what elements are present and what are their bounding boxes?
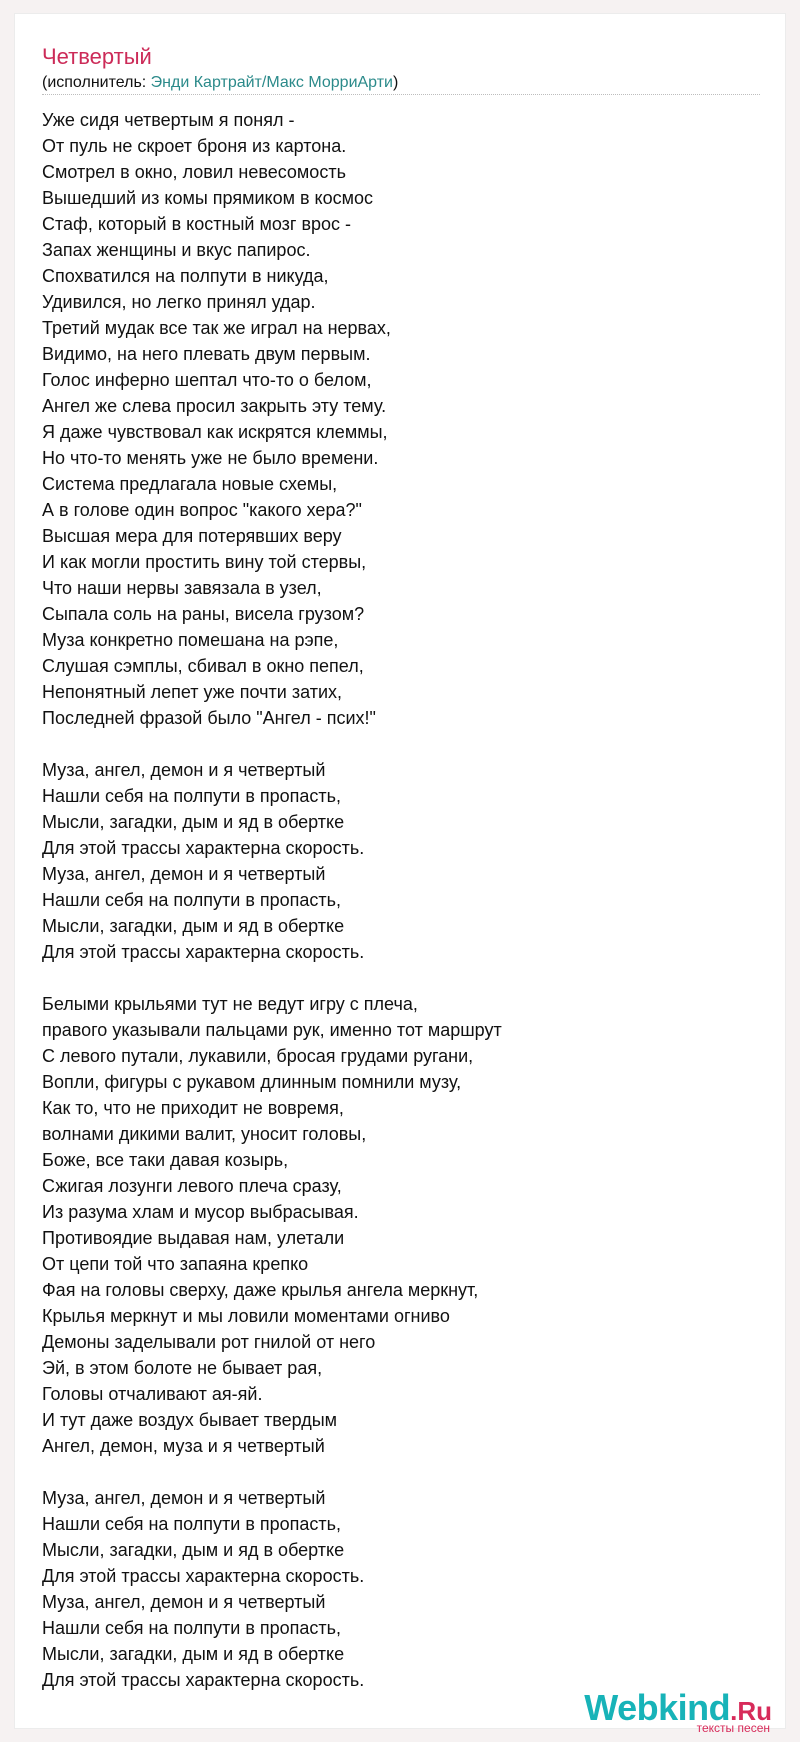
lyrics-stanza bbox=[42, 757, 762, 965]
lyric-line: Крылья меркнут и мы ловили моментами огниво bbox=[42, 1306, 450, 1326]
lyric-line: Я даже чувствовал как искрятся клеммы, bbox=[42, 422, 388, 442]
lyrics-stanza bbox=[42, 1485, 762, 1693]
lyric-line: Запах женщины и вкус папирос. bbox=[42, 240, 311, 260]
lyric-line: Муза, ангел, демон и я четвертый bbox=[42, 1592, 326, 1612]
lyric-line: Голос инферно шептал что-то о белом, bbox=[42, 370, 372, 390]
lyric-line: А в голове один вопрос "какого хера?" bbox=[42, 500, 362, 520]
lyric-line: Высшая мера для потерявших веру bbox=[42, 526, 342, 546]
lyric-line: Удивился, но легко принял удар. bbox=[42, 292, 316, 312]
lyric-line: Вопли, фигуры с рукавом длинным помнили музу, bbox=[42, 1072, 462, 1092]
lyric-line: Сжигая лозунги левого плеча сразу, bbox=[42, 1176, 342, 1196]
lyric-line: Вышедший из комы прямиком в космос bbox=[42, 188, 373, 208]
lyric-line: Смотрел в окно, ловил невесомость bbox=[42, 162, 346, 182]
lyric-line: Система предлагала новые схемы, bbox=[42, 474, 338, 494]
logo-tagline: тексты песен bbox=[696, 1721, 770, 1735]
song-title: Четвертый bbox=[42, 44, 152, 69]
lyric-line: Нашли себя на полпути в пропасть, bbox=[42, 1514, 342, 1534]
lyric-line: Но что-то менять уже не было времени. bbox=[42, 448, 379, 468]
lyric-line: Стаф, который в костный мозг врос - bbox=[42, 214, 352, 234]
lyric-line: Видимо, на него плевать двум первым. bbox=[42, 344, 371, 364]
lyric-line: С левого путали, лукавили, бросая грудами ругани, bbox=[42, 1046, 474, 1066]
title-divider bbox=[42, 94, 760, 95]
lyric-line: Противоядие выдавая нам, улетали bbox=[42, 1228, 345, 1248]
lyric-line: Слушая сэмплы, сбивал в окно пепел, bbox=[42, 656, 364, 676]
lyric-line: Сыпала соль на раны, висела грузом? bbox=[42, 604, 365, 624]
lyric-line: Нашли себя на полпути в пропасть, bbox=[42, 890, 342, 910]
artist-prefix: (исполнитель: bbox=[42, 74, 151, 91]
webkind-logo[interactable] bbox=[584, 1687, 772, 1735]
lyric-line: Как то, что не приходит не вовремя, bbox=[42, 1098, 344, 1118]
lyric-line: Муза, ангел, демон и я четвертый bbox=[42, 1488, 326, 1508]
lyric-line: Муза, ангел, демон и я четвертый bbox=[42, 864, 326, 884]
artist-link[interactable]: Энди Картрайт/Макс МорриАрти bbox=[150, 74, 393, 91]
lyric-line: И как могли простить вину той стервы, bbox=[42, 552, 367, 572]
lyric-line: Мысли, загадки, дым и яд в обертке bbox=[42, 916, 345, 936]
lyric-line: волнами дикими валит, уносит головы, bbox=[42, 1124, 367, 1144]
lyric-line: Для этой трассы характерна скорость. bbox=[42, 838, 365, 858]
lyric-line: Мысли, загадки, дым и яд в обертке bbox=[42, 1644, 345, 1664]
lyric-line: Муза конкретно помешана на рэпе, bbox=[42, 630, 339, 650]
lyric-line: Что наши нервы завязала в узел, bbox=[42, 578, 322, 598]
lyric-line: Демоны заделывали рот гнилой от него bbox=[42, 1332, 376, 1352]
logo-domain: .Ru bbox=[730, 1696, 772, 1726]
lyric-line: Для этой трассы характерна скорость. bbox=[42, 1670, 365, 1690]
lyric-line: Ангел, демон, муза и я четвертый bbox=[42, 1436, 325, 1456]
lyric-line: Нашли себя на полпути в пропасть, bbox=[42, 1618, 342, 1638]
lyric-line: Нашли себя на полпути в пропасть, bbox=[42, 786, 342, 806]
lyric-line: Для этой трассы характерна скорость. bbox=[42, 1566, 365, 1586]
artist-suffix: ) bbox=[392, 74, 399, 91]
lyric-line: Боже, все таки давая козырь, bbox=[42, 1150, 289, 1170]
lyric-line: Спохватился на полпути в никуда, bbox=[42, 266, 329, 286]
lyric-line: Для этой трассы характерна скорость. bbox=[42, 942, 365, 962]
lyric-line: Мысли, загадки, дым и яд в обертке bbox=[42, 1540, 345, 1560]
lyric-line: Фая на головы сверху, даже крылья ангела меркнут, bbox=[42, 1280, 479, 1300]
lyric-line: Белыми крыльями тут не ведут игру с плеча, bbox=[42, 994, 418, 1014]
lyric-line: Уже сидя четвертым я понял - bbox=[42, 110, 295, 130]
lyric-line: Муза, ангел, демон и я четвертый bbox=[42, 760, 326, 780]
lyric-line: Третий мудак все так же играл на нервах, bbox=[42, 318, 391, 338]
lyric-line: От пуль не скроет броня из картона. bbox=[42, 136, 347, 156]
artist-line bbox=[42, 73, 398, 93]
lyric-line: правого указывали пальцами рук, именно тот маршрут bbox=[42, 1020, 502, 1040]
lyric-line: Головы отчаливают ая-яй. bbox=[42, 1384, 263, 1404]
lyric-line: От цепи той что запаяна крепко bbox=[42, 1254, 309, 1274]
logo-wordmark: Webkind bbox=[584, 1687, 731, 1728]
lyric-line: Эй, в этом болоте не бывает рая, bbox=[42, 1358, 323, 1378]
lyric-line: Последней фразой было "Ангел - псих!" bbox=[42, 708, 376, 728]
lyric-line: Мысли, загадки, дым и яд в обертке bbox=[42, 812, 345, 832]
lyrics-body bbox=[42, 107, 762, 1719]
lyric-line: Из разума хлам и мусор выбрасывая. bbox=[42, 1202, 359, 1222]
lyric-line: И тут даже воздух бывает твердым bbox=[42, 1410, 338, 1430]
lyric-line: Ангел же слева просил закрыть эту тему. bbox=[42, 396, 387, 416]
lyrics-stanza bbox=[42, 991, 762, 1459]
lyric-line: Непонятный лепет уже почти затих, bbox=[42, 682, 343, 702]
lyrics-stanza bbox=[42, 107, 762, 731]
